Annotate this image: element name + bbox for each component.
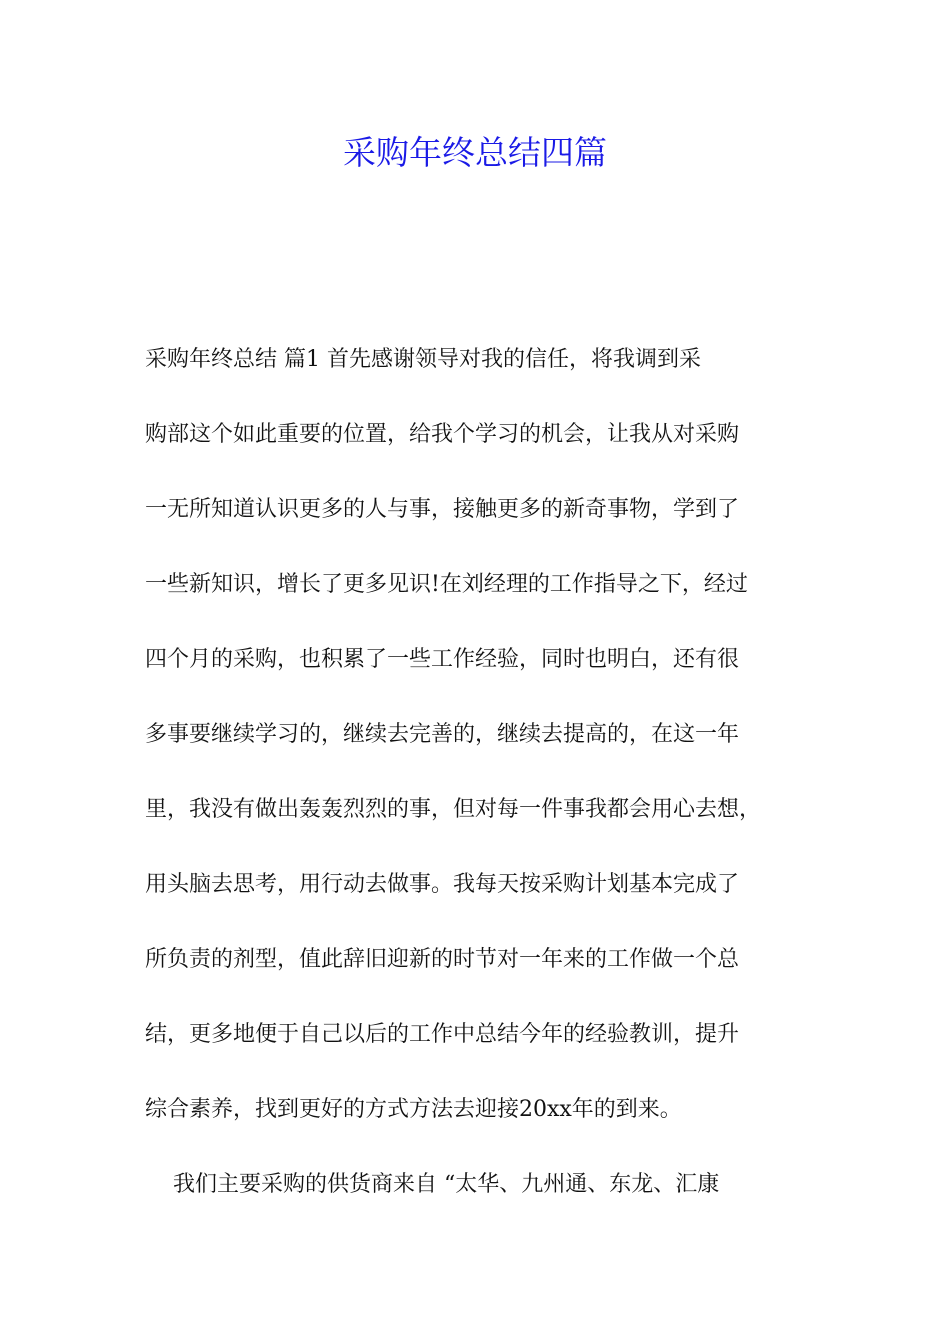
paragraph-2 — [145, 1147, 835, 1222]
text-line: 一些新知识，增长了更多见识!在刘经理的工作指导之下，经过 — [145, 572, 748, 597]
text-line: 购部这个如此重要的位置，给我个学习的机会，让我从对采购 — [145, 422, 740, 447]
text-line: 结，更多地便于自己以后的工作中总结今年的经验教训，提升 — [145, 1022, 740, 1047]
text-line: 所负责的剂型，值此辞旧迎新的时节对一年来的工作做一个总 — [145, 947, 740, 972]
paragraph-1 — [145, 322, 835, 1147]
document-title: 采购年终总结四篇 — [343, 133, 607, 172]
text-line: 四个月的采购，也积累了一些工作经验，同时也明白，还有很 — [145, 647, 740, 672]
text-line: 里，我没有做出轰轰烈烈的事，但对每一件事我都会用心去想， — [145, 797, 762, 822]
text-line: 我们主要采购的供货商来自 “太华、九州通、东龙、汇康 — [145, 1172, 720, 1197]
text-line: 一无所知道认识更多的人与事，接触更多的新奇事物，学到了 — [145, 497, 740, 522]
text-line: 采购年终总结 篇1 首先感谢领导对我的信任，将我调到采 — [145, 347, 701, 372]
text-line: 综合素养，找到更好的方式方法去迎接20xx年的到来。 — [145, 1097, 682, 1122]
text-line: 多事要继续学习的，继续去完善的，继续去提高的，在这一年 — [145, 722, 740, 747]
text-line: 用头脑去思考，用行动去做事。我每天按采购计划基本完成了 — [145, 872, 740, 897]
